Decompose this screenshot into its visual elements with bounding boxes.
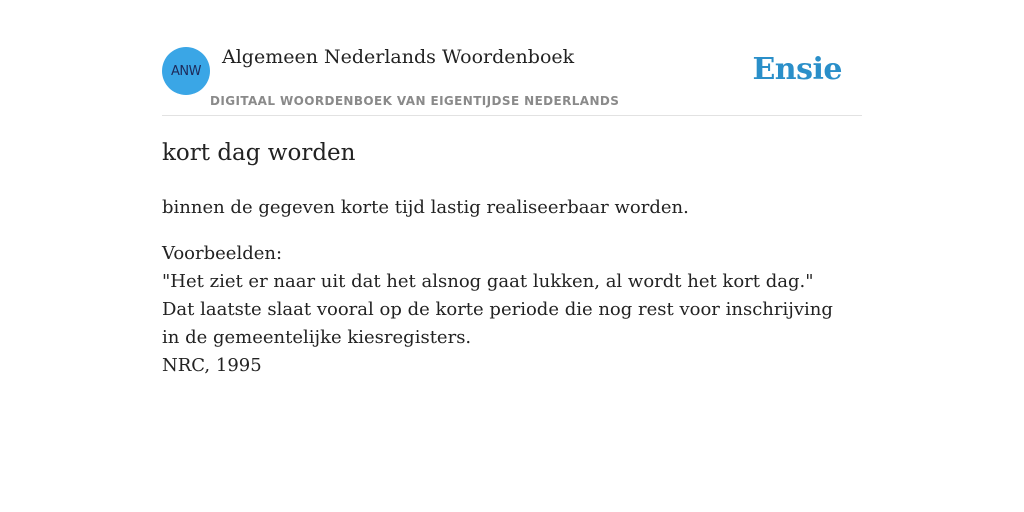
site-header (162, 0, 862, 116)
page-container (162, 0, 862, 376)
examples-label: Voorbeelden: (162, 243, 283, 264)
entry-definition: binnen de gegeven korte tijd lastig realiseerbaar worden. (162, 197, 689, 218)
example-source: NRC, 1995 (162, 355, 262, 376)
entry-title: kort dag worden (162, 140, 356, 166)
site-subtitle: DIGITAAL WOORDENBOEK VAN EIGENTIJDSE NEDERLANDS (210, 94, 620, 108)
site-title[interactable]: Algemeen Nederlands Woordenboek (222, 46, 575, 68)
example-text: "Het ziet er naar uit dat het alsnog gaat lukken, al wordt het kort dag." Dat laatste slaat vooral op de korte periode die nog rest voor inschrijving in de gemeentelijke kiesregisters. (162, 271, 833, 348)
ensie-brand-link[interactable]: Ensie (752, 52, 842, 87)
anw-logo-text: ANW (171, 63, 201, 79)
examples-section (162, 240, 842, 380)
anw-logo[interactable] (162, 47, 210, 95)
